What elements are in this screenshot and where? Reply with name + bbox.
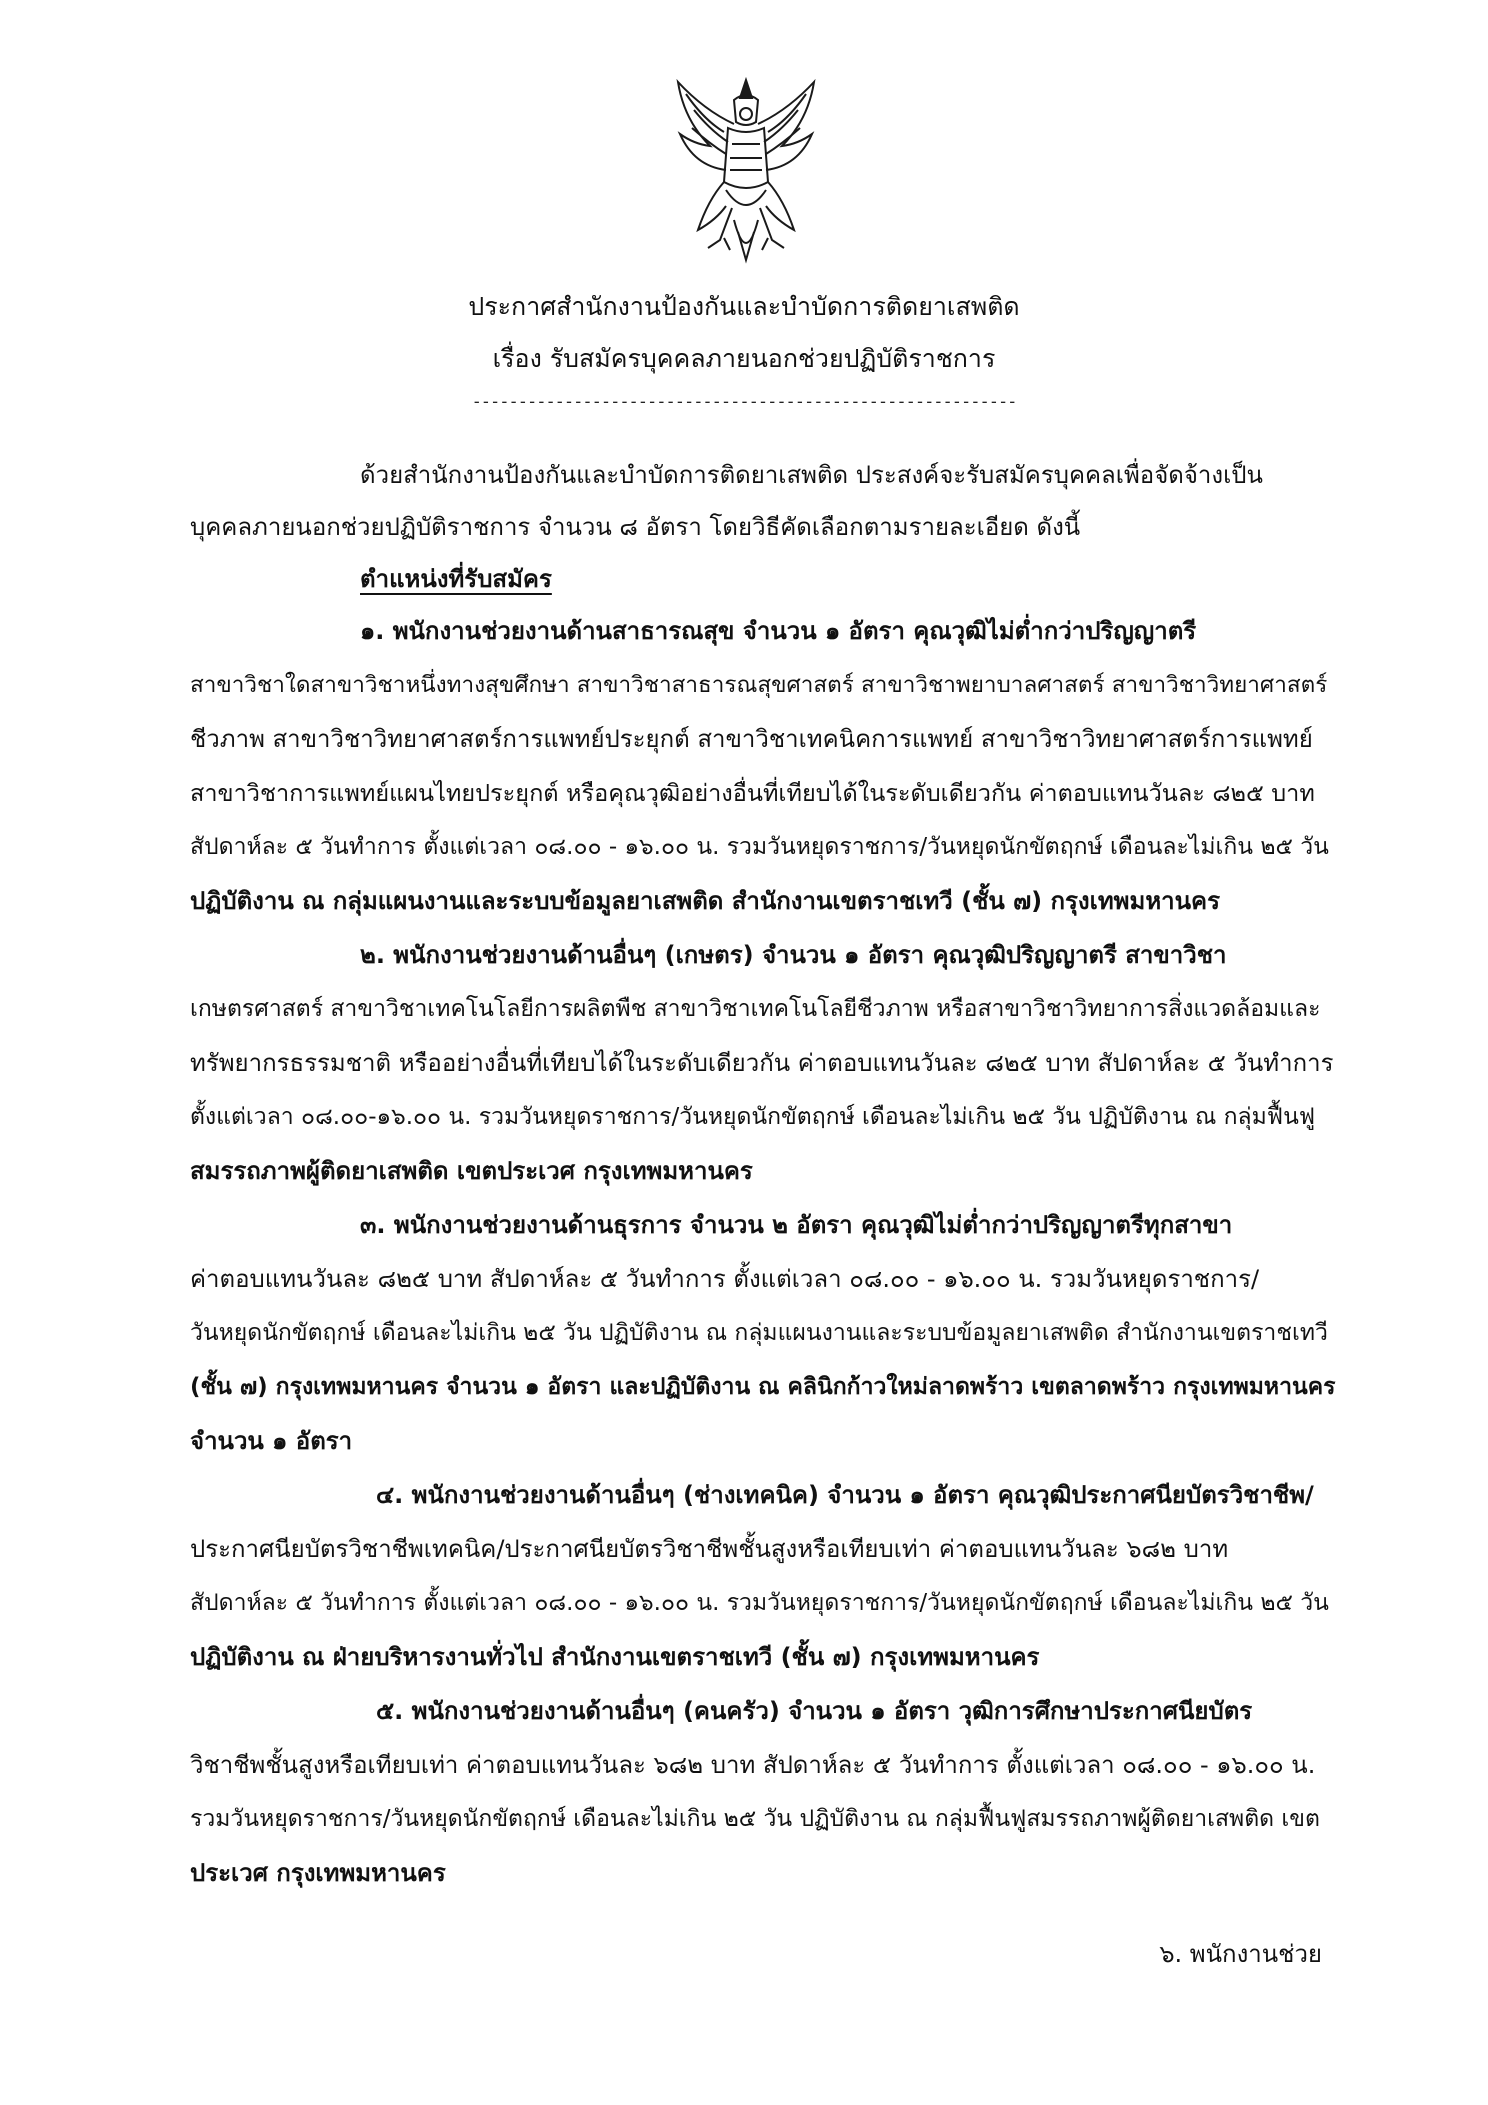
position-3-line: ค่าตอบแทนวันละ ๘๒๕ บาท สัปดาห์ละ ๕ วันทำการ ตั้งแต่เวลา ๐๘.๐๐ - ๑๖.๐๐ น. รวมวันหยุดราชการ/ [190,1265,1260,1293]
position-2-title: ๒. พนักงานช่วยงานด้านอื่นๆ (เกษตร) จำนวน ๑ อัตรา คุณวุฒิปริญญาตรี สาขาวิชา [360,941,1227,969]
position-4-title: ๔. พนักงานช่วยงานด้านอื่นๆ (ช่างเทคนิค) จำนวน ๑ อัตรา คุณวุฒิประกาศนียบัตรวิชาชีพ/ [376,1481,1314,1509]
announcement-heading: ประกาศสำนักงานป้องกันและบำบัดการติดยาเสพติด [468,292,1020,321]
position-1-title: ๑. พนักงานช่วยงานด้านสาธารณสุข จำนวน ๑ อัตรา คุณวุฒิไม่ต่ำกว่าปริญญาตรี [360,617,1197,645]
position-3-title: ๓. พนักงานช่วยงานด้านธุรการ จำนวน ๒ อัตรา คุณวุฒิไม่ต่ำกว่าปริญญาตรีทุกสาขา [360,1211,1233,1239]
position-1-line: สาขาวิชาการแพทย์แผนไทยประยุกต์ หรือคุณวุฒิอย่างอื่นที่เทียบได้ในระดับเดียวกัน ค่าตอบแทนวันละ ๘๒๕ บาท [190,779,1315,807]
position-3-line: จำนวน ๑ อัตรา [190,1427,353,1455]
section-label: ตำแหน่งที่รับสมัคร [360,565,552,593]
announcement-subject: เรื่อง รับสมัครบุคคลภายนอกช่วยปฏิบัติราชการ [492,344,996,373]
position-3-workplace: (ชั้น ๗) กรุงเทพมหานคร จำนวน ๑ อัตรา และปฏิบัติงาน ณ คลินิกก้าวใหม่ลาดพร้าว เขตลาดพร้าว กรุงเทพมหานคร [190,1374,1336,1400]
position-5-workplace: ประเวศ กรุงเทพมหานคร [190,1859,446,1887]
position-1-line: สาขาวิชาใดสาขาวิชาหนึ่งทางสุขศึกษา สาขาวิชาสาธารณสุขศาสตร์ สาขาวิชาพยาบาลศาสตร์ สาขาวิชาวิทยาศาสตร์ [190,672,1328,698]
position-5-line: รวมวันหยุดราชการ/วันหยุดนักขัตฤกษ์ เดือนละไม่เกิน ๒๕ วัน ปฏิบัติงาน ณ กลุ่มฟื้นฟูสมรรถภาพผู้ติดยาเสพติด เขต [190,1806,1320,1832]
position-5-title: ๕. พนักงานช่วยงานด้านอื่นๆ (คนครัว) จำนวน ๑ อัตรา วุฒิการศึกษาประกาศนียบัตร [376,1697,1253,1725]
position-4-line: ประกาศนียบัตรวิชาชีพเทคนิค/ประกาศนียบัตรวิชาชีพชั้นสูงหรือเทียบเท่า ค่าตอบแทนวันละ ๖๘๒ บาท [190,1535,1229,1563]
position-4-line: สัปดาห์ละ ๕ วันทำการ ตั้งแต่เวลา ๐๘.๐๐ - ๑๖.๐๐ น. รวมวันหยุดราชการ/วันหยุดนักขัตฤกษ์ เดือนละไม่เกิน ๒๕ วัน [190,1590,1329,1616]
position-2-line: ตั้งแต่เวลา ๐๘.๐๐-๑๖.๐๐ น. รวมวันหยุดราชการ/วันหยุดนักขัตฤกษ์ เดือนละไม่เกิน ๒๕ วัน ปฏิบัติงาน ณ กลุ่มฟื้นฟู [190,1104,1316,1130]
intro-line: ด้วยสำนักงานป้องกันและบำบัดการติดยาเสพติด ประสงค์จะรับสมัครบุคคลเพื่อจัดจ้างเป็น [360,461,1263,489]
position-2-line: เกษตรศาสตร์ สาขาวิชาเทคโนโลยีการผลิตพืช สาขาวิชาเทคโนโลยีชีวภาพ หรือสาขาวิชาวิทยาการสิ่งแวดล้อมและ [190,996,1321,1022]
position-1-line: ชีวภาพ สาขาวิชาวิทยาศาสตร์การแพทย์ประยุกต์ สาขาวิชาเทคนิคการแพทย์ สาขาวิชาวิทยาศาสตร์การแพทย์ [190,725,1313,753]
position-5-line: วิชาชีพชั้นสูงหรือเทียบเท่า ค่าตอบแทนวันละ ๖๘๒ บาท สัปดาห์ละ ๕ วันทำการ ตั้งแต่เวลา ๐๘.๐๐ - ๑๖.๐๐ น. [190,1751,1316,1779]
position-4-workplace: ปฏิบัติงาน ณ ฝ่ายบริหารงานทั่วไป สำนักงานเขตราชเทวี (ชั้น ๗) กรุงเทพมหานคร [190,1643,1040,1671]
garuda-emblem-icon [664,70,828,270]
position-3-line: วันหยุดนักขัตฤกษ์ เดือนละไม่เกิน ๒๕ วัน ปฏิบัติงาน ณ กลุ่มแผนงานและระบบข้อมูลยาเสพติด สำนักงานเขตราชเทวี [190,1320,1328,1346]
position-1-workplace: ปฏิบัติงาน ณ กลุ่มแผนงานและระบบข้อมูลยาเสพติด สำนักงานเขตราชเทวี (ชั้น ๗) กรุงเทพมหานคร [190,887,1220,915]
position-1-line: สัปดาห์ละ ๕ วันทำการ ตั้งแต่เวลา ๐๘.๐๐ - ๑๖.๐๐ น. รวมวันหยุดราชการ/วันหยุดนักขัตฤกษ์ เดือนละไม่เกิน ๒๕ วัน [190,834,1329,860]
intro-line: บุคคลภายนอกช่วยปฏิบัติราชการ จำนวน ๘ อัตรา โดยวิธีคัดเลือกตามรายละเอียด ดังนี้ [190,513,1081,541]
position-2-line: ทรัพยากรธรรมชาติ หรืออย่างอื่นที่เทียบได้ในระดับเดียวกัน ค่าตอบแทนวันละ ๘๒๕ บาท สัปดาห์ละ ๕ วันทำการ [190,1049,1334,1077]
position-2-workplace: สมรรถภาพผู้ติดยาเสพติด เขตประเวศ กรุงเทพมหานคร [190,1157,753,1185]
continuation-marker: ๖. พนักงานช่วย [1159,1940,1322,1968]
separator-line: ----------------------------------------------------------- [471,392,1017,412]
